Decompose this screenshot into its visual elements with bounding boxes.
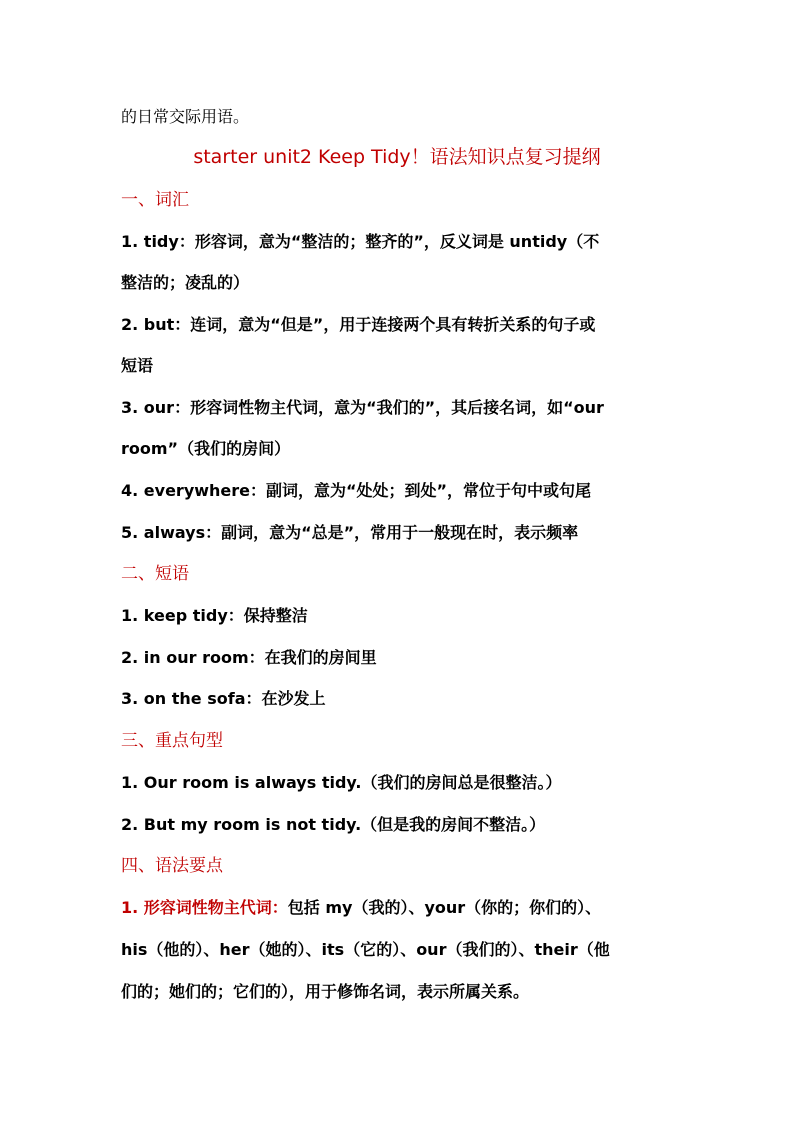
section-heading-phrases: 二、短语	[121, 564, 189, 584]
phrase-item-2-text: in our room：在我们的房间里	[143, 648, 377, 667]
section-heading-vocab: 一、词汇	[121, 190, 189, 210]
phrase-item-2	[121, 648, 377, 668]
phrase-item-3-num: 3.	[121, 689, 139, 708]
phrase-item-2-num: 2.	[121, 648, 139, 667]
vocab-item-4-num: 4.	[121, 481, 139, 500]
page-title: starter unit2 Keep Tidy！语法知识点复习提纲	[193, 146, 601, 168]
grammar-point-1	[121, 898, 601, 918]
phrase-item-1	[121, 606, 308, 626]
vocab-item-3-cont: room”（我们的房间）	[121, 439, 291, 458]
vocab-item-2-text: but：连词，意为“但是”，用于连接两个具有转折关系的句子或	[143, 315, 596, 334]
vocab-item-4-text: everywhere：副词，意为“处处；到处”，常位于句中或句尾	[143, 481, 592, 500]
vocab-item-2	[121, 315, 595, 335]
vocab-item-5-text: always：副词，意为“总是”，常用于一般现在时，表示频率	[143, 523, 579, 542]
vocab-item-4	[121, 481, 591, 501]
sentence-item-2: 2. But my room is not tidy.（但是我的房间不整洁。）	[121, 815, 546, 834]
sentence-item-1: 1. Our room is always tidy.（我们的房间总是很整洁。）	[121, 773, 562, 792]
grammar-point-1-cont-1: his（他的）、her（她的）、its（它的）、our（我们的）、their（他	[121, 940, 610, 959]
intro-tail-text: 的日常交际用语。	[121, 107, 250, 126]
grammar-point-1-label: 1. 形容词性物主代词：	[121, 898, 288, 917]
phrase-item-3	[121, 689, 326, 709]
vocab-item-2-cont: 短语	[121, 356, 154, 375]
vocab-item-5	[121, 523, 578, 543]
grammar-point-1-cont-2: 们的；她们的；它们的），用于修饰名词，表示所属关系。	[121, 982, 530, 1001]
vocab-item-2-num: 2.	[121, 315, 139, 334]
vocab-item-3-text: our：形容词性物主代词，意为“我们的”，其后接名词，如“our	[143, 398, 604, 417]
vocab-item-3	[121, 398, 604, 418]
phrase-item-1-num: 1.	[121, 606, 139, 625]
phrase-item-1-text: keep tidy：保持整洁	[143, 606, 308, 625]
vocab-item-5-num: 5.	[121, 523, 139, 542]
grammar-point-1-text: 包括 my（我的）、your（你的；你们的）、	[287, 898, 602, 917]
vocab-item-1	[121, 232, 599, 252]
vocab-item-1-cont: 整洁的；凌乱的）	[121, 273, 250, 292]
section-heading-sentences: 三、重点句型	[121, 731, 223, 751]
section-heading-grammar: 四、语法要点	[121, 856, 223, 876]
vocab-item-1-num: 1.	[121, 232, 139, 251]
vocab-item-1-text: tidy：形容词，意为“整洁的；整齐的”，反义词是 untidy（不	[143, 232, 600, 251]
phrase-item-3-text: on the sofa：在沙发上	[143, 689, 326, 708]
vocab-item-3-num: 3.	[121, 398, 139, 417]
